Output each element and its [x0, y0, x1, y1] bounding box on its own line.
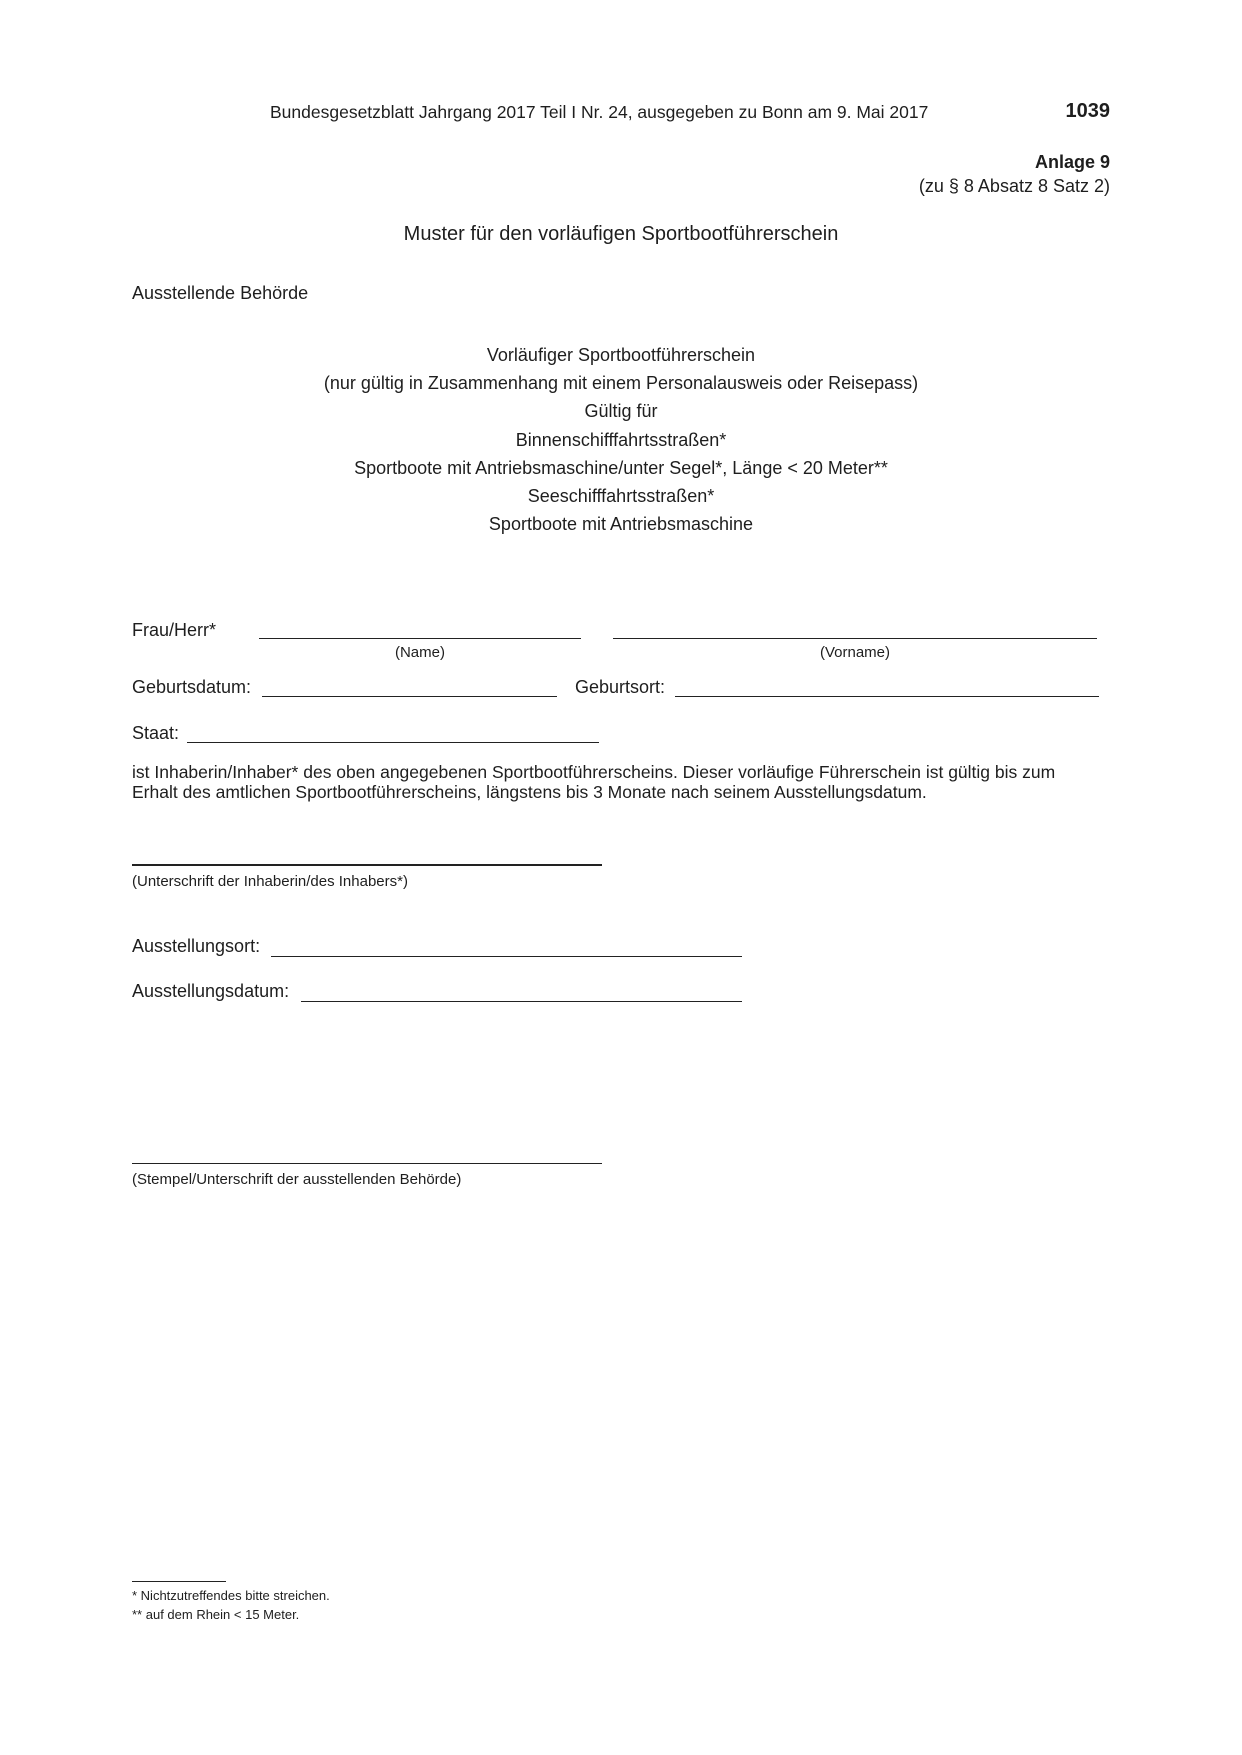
- issuing-authority-label: Ausstellende Behörde: [132, 283, 309, 303]
- license-sea-waters: Seeschifffahrtsstraßen*: [527, 486, 715, 507]
- holder-signature-caption: (Unterschrift der Inhaberin/des Inhabers*): [132, 873, 408, 890]
- page-number: 1039: [1065, 100, 1110, 122]
- holder-signature-line[interactable]: [132, 864, 602, 866]
- country-label: Staat:: [132, 723, 180, 743]
- firstname-caption: (Vorname): [819, 644, 891, 661]
- issue-place-field-line[interactable]: [271, 956, 742, 957]
- document-title: Muster für den vorläufigen Sportbootführerschein: [403, 223, 839, 245]
- license-inland-waters: Binnenschifffahrtsstraßen*: [515, 429, 727, 450]
- salutation-label: Frau/Herr*: [132, 620, 217, 640]
- holder-statement: [132, 762, 1112, 802]
- authority-signature-caption: (Stempel/Unterschrift der ausstellenden Behörde): [132, 1171, 462, 1188]
- holder-statement-line2: Erhalt des amtlichen Sportbootführerscheins, längstens bis 3 Monate nach seinem Ausstellungsdatum.: [132, 782, 927, 802]
- footnote-divider: [132, 1581, 226, 1582]
- license-valid-for: Gültig für: [584, 401, 658, 422]
- gazette-header: Bundesgesetzblatt Jahrgang 2017 Teil I Nr. 24, ausgegeben zu Bonn am 9. Mai 2017: [270, 102, 929, 122]
- birthplace-field-line[interactable]: [675, 696, 1099, 697]
- name-caption: (Name): [394, 644, 445, 661]
- annex-title: Anlage 9: [1034, 152, 1110, 172]
- name-field-line[interactable]: [259, 638, 581, 639]
- firstname-field-line[interactable]: [613, 638, 1097, 639]
- country-field-line[interactable]: [187, 742, 599, 743]
- license-validity-note: (nur gültig in Zusammenhang mit einem Personalausweis oder Reisepass): [323, 373, 919, 394]
- issue-date-field-line[interactable]: [301, 1001, 742, 1002]
- birthdate-field-line[interactable]: [262, 696, 557, 697]
- footnote-2: ** auf dem Rhein < 15 Meter.: [132, 1607, 300, 1622]
- holder-statement-line1: ist Inhaberin/Inhaber* des oben angegebenen Sportbootführerscheins. Dieser vorläufige Führerschein ist gültig bis zum: [132, 762, 1056, 782]
- issue-place-label: Ausstellungsort:: [132, 936, 261, 956]
- birthplace-label: Geburtsort:: [575, 677, 666, 697]
- authority-signature-line[interactable]: [132, 1163, 602, 1164]
- birthdate-label: Geburtsdatum:: [132, 677, 252, 697]
- issue-date-label: Ausstellungsdatum:: [132, 981, 290, 1001]
- license-inland-boats: Sportboote mit Antriebsmaschine/unter Segel*, Länge < 20 Meter**: [354, 457, 888, 478]
- annex-reference: (zu § 8 Absatz 8 Satz 2): [918, 176, 1110, 196]
- license-block: [0, 341, 1242, 538]
- license-title: Vorläufiger Sportbootführerschein: [486, 345, 756, 365]
- license-sea-boats: Sportboote mit Antriebsmaschine: [488, 514, 754, 535]
- footnote-1: * Nichtzutreffendes bitte streichen.: [132, 1588, 330, 1603]
